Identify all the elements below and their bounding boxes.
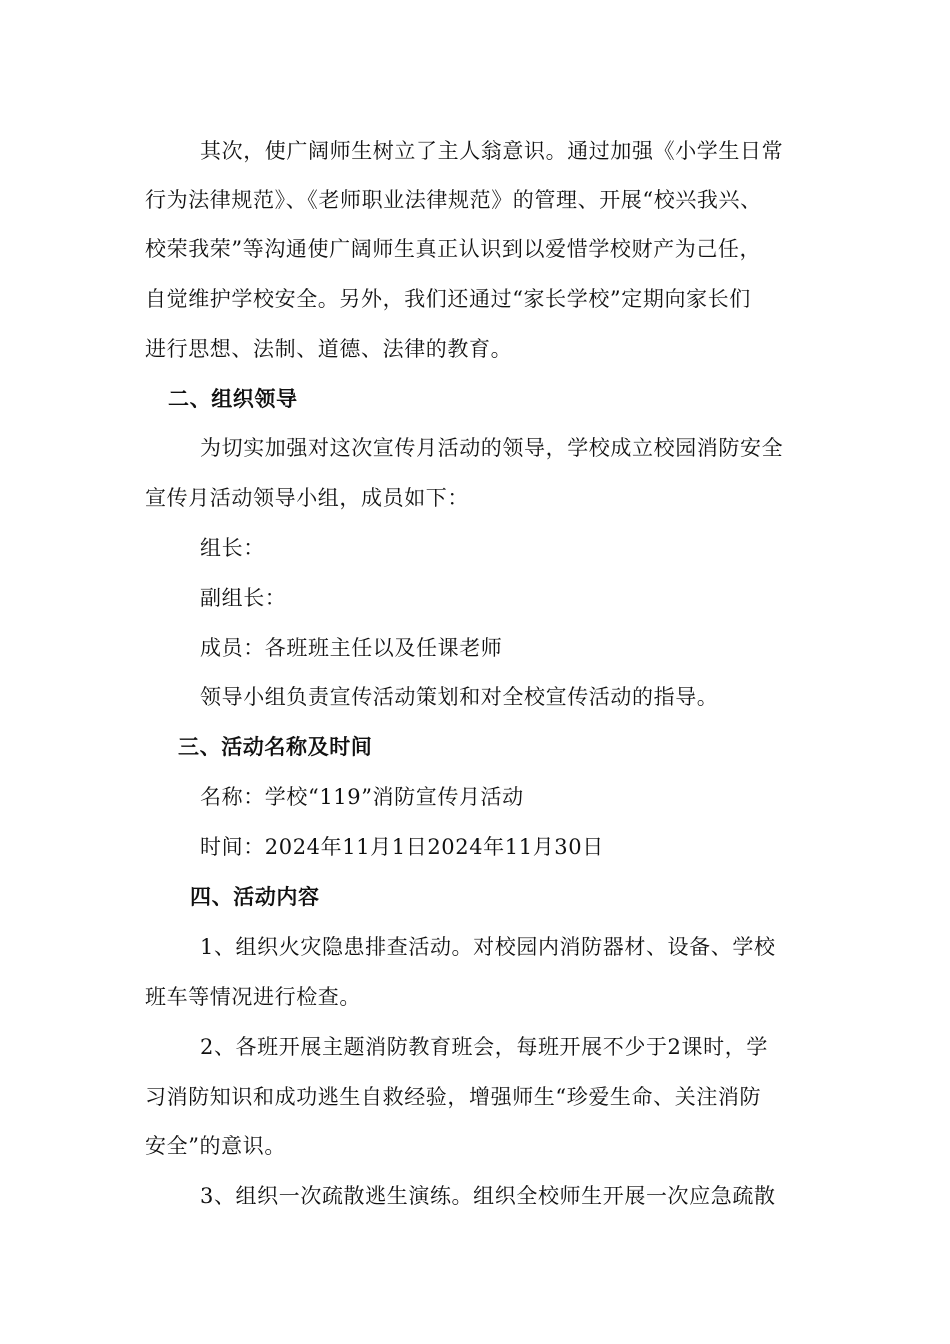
section-heading-name-time: 三、活动名称及时间 <box>178 734 373 759</box>
paragraph-line: 领导小组负责宣传活动策划和对全校宣传活动的指导。 <box>200 685 719 709</box>
paragraph-line: 班车等情况进行检查。 <box>145 985 361 1009</box>
paragraph-line: 行为法律规范》、《老师职业法律规范》的管理、开展“校兴我兴、 <box>145 188 762 212</box>
members-line: 成员：各班班主任以及任课老师 <box>200 636 503 660</box>
paragraph-line: 安全”的意识。 <box>145 1134 286 1158</box>
section-heading-organization: 二、组织领导 <box>168 386 298 411</box>
deputy-leader-line: 副组长： <box>200 586 287 610</box>
section-heading-content: 四、活动内容 <box>190 884 320 909</box>
paragraph-line: 3、组织一次疏散逃生演练。组织全校师生开展一次应急疏散 <box>200 1184 776 1208</box>
paragraph-line: 2、各班开展主题消防教育班会，每班开展不少于2课时，学 <box>200 1035 768 1059</box>
team-leader-line: 组长： <box>200 536 265 560</box>
paragraph-line: 其次，使广阔师生树立了主人翁意识。通过加强《小学生日常 <box>200 139 784 163</box>
paragraph-line: 校荣我荣”等沟通使广阔师生真正认识到以爱惜学校财产为己任， <box>145 237 762 261</box>
paragraph-line: 进行思想、法制、道德、法律的教育。 <box>145 337 513 361</box>
paragraph-line: 为切实加强对这次宣传月活动的领导，学校成立校园消防安全 <box>200 436 784 460</box>
paragraph-line: 1、组织火灾隐患排查活动。对校园内消防器材、设备、学校 <box>200 935 776 959</box>
paragraph-line: 宣传月活动领导小组，成员如下： <box>145 486 469 510</box>
paragraph-line: 自觉维护学校安全。另外，我们还通过“家长学校”定期向家长们 <box>145 287 751 311</box>
paragraph-line: 习消防知识和成功逃生自救经验，增强师生“珍爱生命、关注消防 <box>145 1085 762 1109</box>
activity-time-line: 时间：2024年11月1日2024年11月30日 <box>200 835 604 859</box>
activity-name-line: 名称：学校“119”消防宣传月活动 <box>200 785 524 809</box>
